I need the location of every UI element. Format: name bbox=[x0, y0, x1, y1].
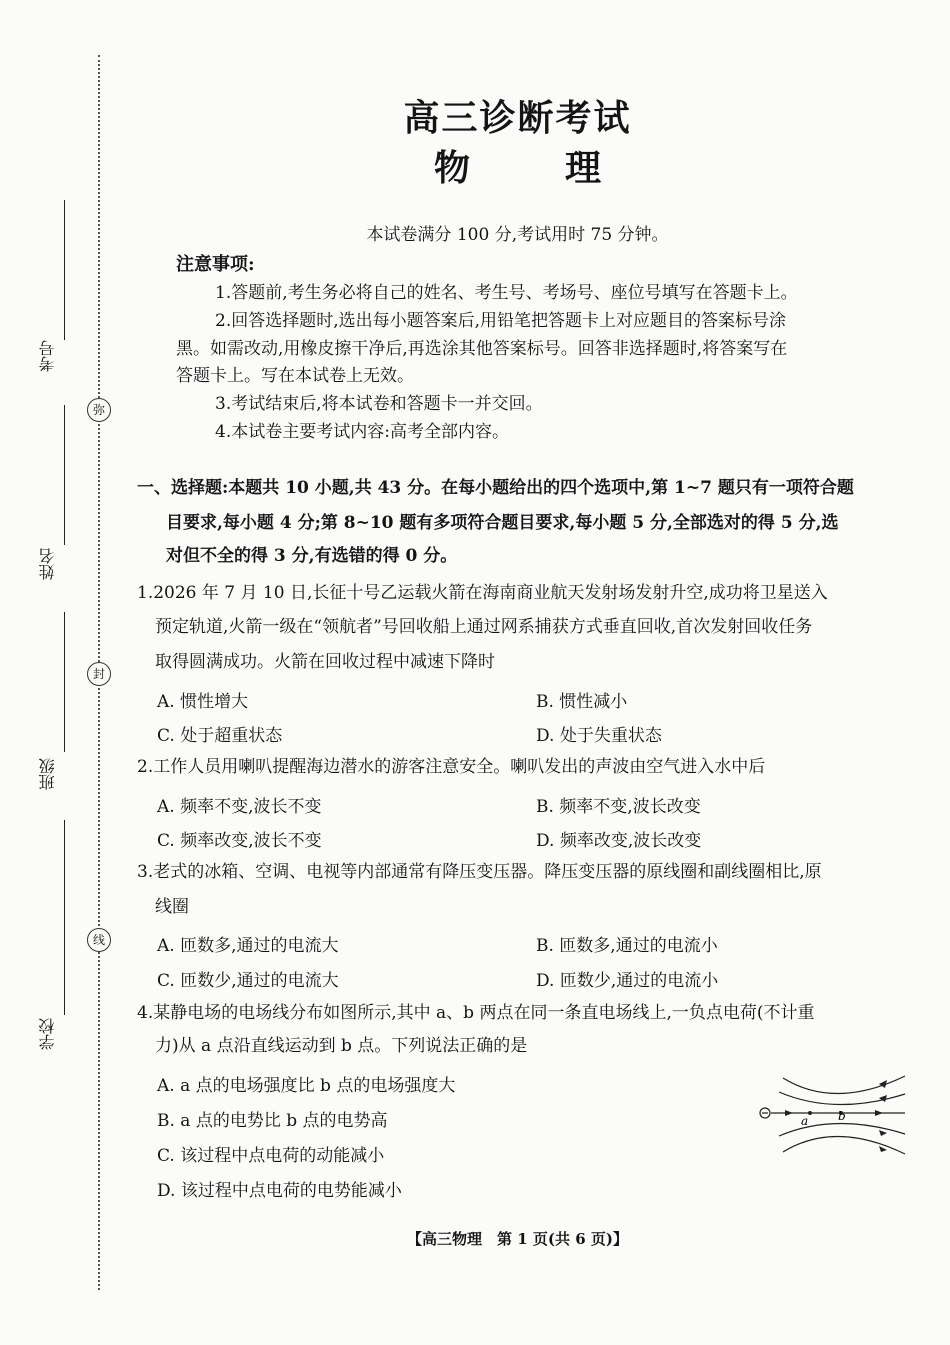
label-a: a bbox=[801, 1114, 809, 1128]
school-line bbox=[64, 820, 65, 1015]
question-4-option-d: D. 该过程中点电荷的电势能减小 bbox=[157, 1181, 402, 1201]
arrow-charge bbox=[785, 1110, 793, 1116]
exam-title: 高三诊断考试 bbox=[403, 97, 632, 139]
exam-number-label: 考号 bbox=[38, 340, 57, 372]
question-4-line-1: 4.某静电场的电场线分布如图所示,其中 a、b 两点在同一条直电场线上,一负点电荷(不计重 bbox=[137, 1003, 815, 1023]
question-4-option-a: A. a 点的电场强度比 b 点的电场强度大 bbox=[157, 1076, 456, 1096]
page-footer: 【高三物理 第 1 页(共 6 页)】 bbox=[407, 1230, 628, 1248]
question-1-option-c: C. 处于超重状态 bbox=[157, 726, 283, 746]
question-3-option-d: D. 匝数少,通过的电流小 bbox=[536, 971, 719, 991]
subject-char-2: 理 bbox=[565, 147, 602, 189]
school-label: 学校 bbox=[38, 1018, 57, 1050]
arrow-center bbox=[875, 1110, 883, 1116]
question-1-option-a: A. 惯性增大 bbox=[157, 692, 249, 712]
field-line-top-outer bbox=[783, 1076, 905, 1094]
question-4-option-b: B. a 点的电势比 b 点的电势高 bbox=[157, 1111, 388, 1131]
electric-field-figure bbox=[755, 1070, 915, 1160]
field-line-bottom-inner bbox=[779, 1123, 905, 1136]
arrow-bottom-inner bbox=[879, 1130, 887, 1136]
question-2-option-d: D. 频率改变,波长改变 bbox=[536, 831, 702, 851]
question-1-line-3: 取得圆满成功。火箭在回收过程中减速下降时 bbox=[155, 652, 495, 672]
notice-item-3: 3.考试结束后,将本试卷和答题卡一并交回。 bbox=[215, 394, 543, 414]
name-label: 姓名 bbox=[38, 548, 57, 580]
class-label: 班级 bbox=[38, 758, 57, 790]
notice-item-2-cont: 黑。如需改动,用橡皮擦干净后,再选涂其他答案标号。回答非选择题时,将答案写在 bbox=[176, 339, 788, 359]
notice-item-2-end: 答题卡上。写在本试卷上无效。 bbox=[176, 366, 414, 386]
section-instruction-line-3: 对但不全的得 3 分,有选错的得 0 分。 bbox=[166, 546, 458, 566]
label-b: b bbox=[838, 1109, 846, 1123]
question-2-option-c: C. 频率改变,波长不变 bbox=[157, 831, 322, 851]
notice-item-1: 1.答题前,考生务必将自己的姓名、考生号、考场号、座位号填写在答题卡上。 bbox=[215, 283, 798, 303]
question-3-line-1: 3.老式的冰箱、空调、电视等内部通常有降压变压器。降压变压器的原线圈和副线圈相比,原 bbox=[137, 862, 822, 882]
question-1-line-2: 预定轨道,火箭一级在“领航者”号回收船上通过网系捕获方式垂直回收,首次发射回收任务 bbox=[155, 617, 813, 637]
notice-item-4: 4.本试卷主要考试内容:高考全部内容。 bbox=[215, 422, 509, 442]
question-3-line-2: 线圈 bbox=[155, 897, 189, 917]
seal-mark-mi: 弥 bbox=[87, 398, 111, 422]
arrow-top-outer bbox=[879, 1080, 887, 1088]
notice-item-2: 2.回答选择题时,选出每小题答案后,用铅笔把答题卡上对应题目的答案标号涂 bbox=[215, 311, 787, 331]
question-2-option-a: A. 频率不变,波长不变 bbox=[157, 797, 322, 817]
question-1-option-d: D. 处于失重状态 bbox=[536, 726, 662, 746]
arrow-bottom-outer bbox=[879, 1146, 887, 1152]
seal-mark-feng: 封 bbox=[87, 662, 111, 686]
question-1-line-1: 1.2026 年 7 月 10 日,长征十号乙运载火箭在海南商业航天发射场发射升空,成功将卫星送入 bbox=[137, 583, 828, 603]
question-2-line-1: 2.工作人员用喇叭提醒海边潜水的游客注意安全。喇叭发出的声波由空气进入水中后 bbox=[137, 757, 766, 777]
notice-heading: 注意事项: bbox=[176, 254, 255, 275]
section-instruction-line-1: 一、选择题:本题共 10 小题,共 43 分。在每小题给出的四个选项中,第 1~7 题只有一项符合题 bbox=[137, 478, 854, 498]
question-4-line-2: 力)从 a 点沿直线运动到 b 点。下列说法正确的是 bbox=[155, 1036, 528, 1056]
name-line bbox=[64, 405, 65, 545]
section-instruction-line-2: 目要求,每小题 4 分;第 8~10 题有多项符合题目要求,每小题 5 分,全部选对的得 5 分,选 bbox=[166, 513, 839, 533]
class-line bbox=[64, 612, 65, 752]
field-line-bottom-outer bbox=[783, 1136, 905, 1154]
question-1-option-b: B. 惯性减小 bbox=[536, 692, 628, 712]
question-3-option-a: A. 匝数多,通过的电流大 bbox=[157, 936, 339, 956]
exam-info: 本试卷满分 100 分,考试用时 75 分钟。 bbox=[366, 225, 669, 245]
seal-mark-xian: 线 bbox=[87, 928, 111, 952]
question-2-option-b: B. 频率不变,波长改变 bbox=[536, 797, 701, 817]
subject-title bbox=[0, 140, 950, 191]
question-3-option-b: B. 匝数多,通过的电流小 bbox=[536, 936, 718, 956]
question-4-option-c: C. 该过程中点电荷的动能减小 bbox=[157, 1146, 385, 1166]
subject-char-1: 物 bbox=[433, 147, 470, 189]
question-3-option-c: C. 匝数少,通过的电流大 bbox=[157, 971, 339, 991]
point-a bbox=[808, 1111, 812, 1115]
